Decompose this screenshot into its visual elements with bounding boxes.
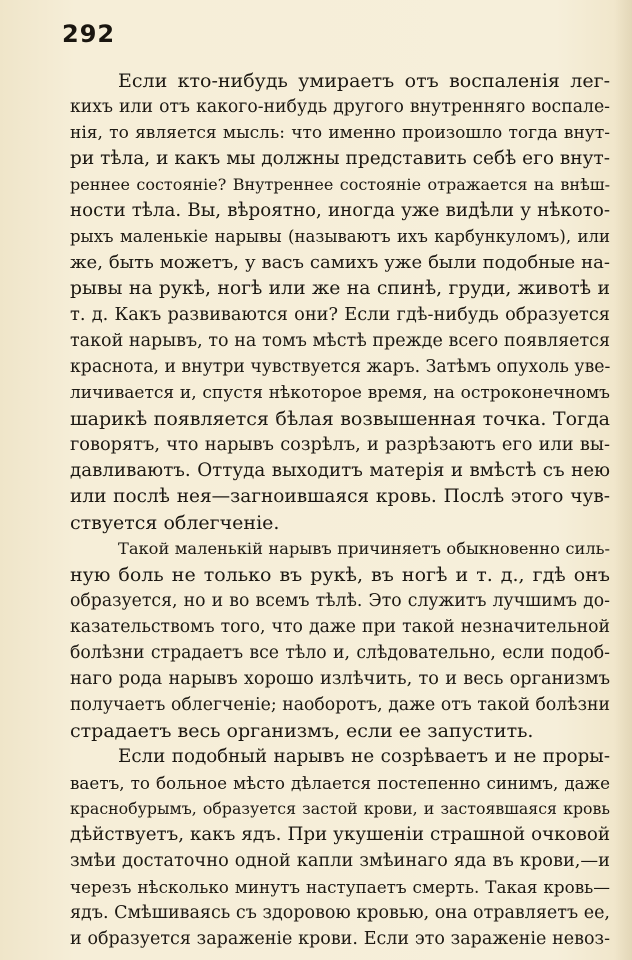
text-line: Если подобный нарывъ не созрѣваетъ и не проры-	[118, 746, 610, 767]
text-line: рывы на рукѣ, ногѣ или же на спинѣ, груди, животѣ и	[70, 278, 610, 299]
page-number: 292	[62, 20, 116, 48]
text-line: реннее состояніе? Внутреннее состояніе отражается на внѣш-	[70, 175, 610, 194]
body-text	[70, 68, 610, 952]
text-line: ности тѣла. Вы, вѣроятно, иногда уже видѣли у нѣкото-	[70, 200, 610, 221]
text-line: личивается и, спустя нѣкоторое время, на остроконечномъ	[70, 383, 610, 403]
text-line: змѣи достаточно одной капли змѣинаго яда въ крови,—и	[70, 851, 610, 871]
text-line: и образуется зараженіе крови. Если это зараженіе невоз-	[70, 929, 610, 949]
text-line: такой нарывъ, то на томъ мѣстѣ прежде всего появляется	[70, 331, 610, 351]
text-line: ри тѣла, и какъ мы должны представить себѣ его внут-	[70, 148, 610, 169]
text-line: т. д. Какъ развиваются они? Если гдѣ-нибудь образуется	[70, 305, 610, 325]
text-line: болѣзни страдаетъ все тѣло и, слѣдовательно, если подоб-	[70, 643, 610, 663]
text-line: дѣйствуетъ, какъ ядъ. При укушеніи страшной очковой	[70, 824, 610, 845]
text-line: Такой маленькій нарывъ причиняетъ обыкновенно силь-	[118, 539, 610, 558]
text-line: ваетъ, то больное мѣсто дѣлается постепенно синимъ, даже	[70, 773, 610, 793]
text-line: краснобурымъ, образуется застой крови, и застоявшаяся кровь	[70, 799, 610, 818]
text-line: говорятъ, что нарывъ созрѣлъ, и разрѣзаютъ его или вы-	[70, 435, 610, 455]
text-line: Если кто-нибудь умираетъ отъ воспаленія лег-	[118, 70, 610, 92]
text-line: наго рода нарывъ хорошо излѣчить, то и весь организмъ	[70, 669, 610, 689]
page-edge-shadow	[614, 0, 632, 960]
text-line: давливаютъ. Оттуда выходитъ матерія и вмѣстѣ съ нею	[70, 460, 610, 481]
text-line: рыхъ маленькіе нарывы (называютъ ихъ карбункуломъ), или	[70, 227, 610, 246]
text-line: ную боль не только въ рукѣ, въ ногѣ и т. д., гдѣ онъ	[70, 564, 610, 586]
text-line: шарикѣ появляется бѣлая возвышенная точка. Тогда	[70, 408, 610, 430]
text-line: кихъ или отъ какого-нибудь другого внутренняго воспале-	[70, 97, 610, 117]
text-line: ствуется облегченіе.	[70, 512, 280, 534]
text-line: страдаетъ весь организмъ, если ее запустить.	[70, 720, 534, 742]
text-line: краснота, и внутри чувствуется жаръ. Затѣмъ опухоль уве-	[70, 357, 611, 377]
text-line: ядъ. Смѣшиваясь съ здоровою кровью, она отравляетъ ее,	[70, 903, 610, 923]
text-line: черезъ нѣсколько минутъ наступаетъ смерть. Такая кровь—	[70, 877, 610, 897]
text-line: или послѣ нея—загноившаяся кровь. Послѣ этого чув-	[70, 486, 610, 507]
text-line: же, быть можетъ, у васъ самихъ уже были подобные на-	[70, 252, 610, 273]
text-line: казательствомъ того, что даже при такой незначительной	[70, 617, 610, 637]
text-line: образуется, но и во всемъ тѣлѣ. Это служитъ лучшимъ до-	[70, 591, 610, 611]
text-line: получаетъ облегченіе; наоборотъ, даже отъ такой болѣзни	[70, 695, 610, 715]
text-line: нія, то является мысль: что именно произошло тогда внут-	[70, 123, 610, 143]
